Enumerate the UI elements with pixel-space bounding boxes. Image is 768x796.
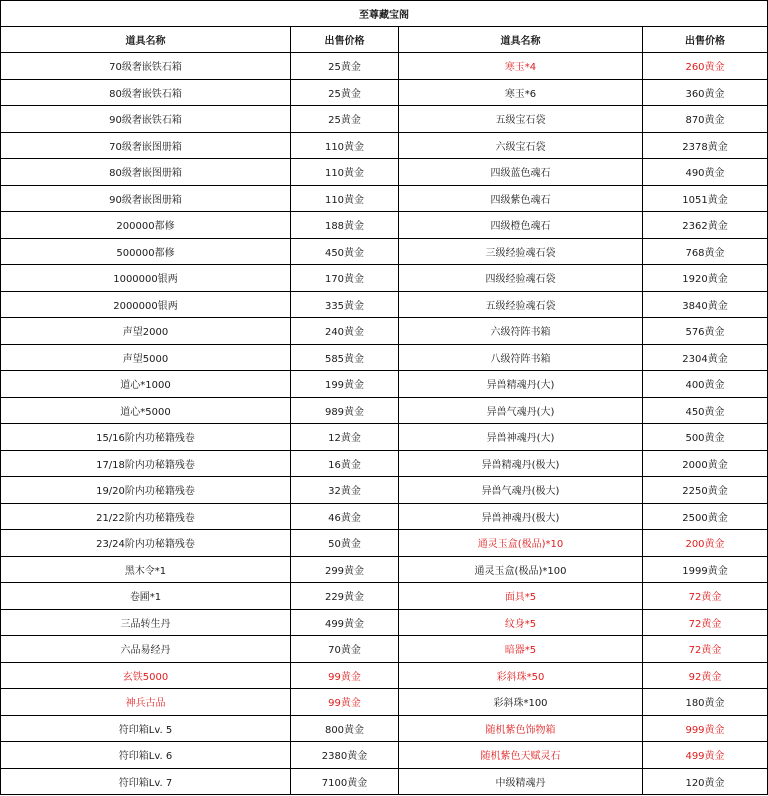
item-name-right: 五级宝石袋 [399,106,643,133]
price-right: 2500黄金 [643,503,768,530]
item-name-right: 通灵玉盒(极品)*10 [399,530,643,557]
item-name-left: 神兵古品 [1,689,291,716]
price-left: 7100黄金 [291,768,399,795]
table-row [1,715,768,742]
price-right: 768黄金 [643,238,768,265]
item-name-right: 异兽神魂丹(极大) [399,503,643,530]
item-name-left: 道心*5000 [1,397,291,424]
item-name-right: 五级经验魂石袋 [399,291,643,318]
price-left: 229黄金 [291,583,399,610]
price-right: 1920黄金 [643,265,768,292]
price-right: 499黄金 [643,742,768,769]
header-price-right: 出售价格 [643,27,768,53]
table-row [1,159,768,186]
header-row [1,27,768,53]
item-name-right: 八级符阵书箱 [399,344,643,371]
table-row [1,212,768,239]
table-row [1,530,768,557]
item-name-left: 1000000银两 [1,265,291,292]
table-row [1,397,768,424]
table-row [1,106,768,133]
item-name-right: 暗器*5 [399,636,643,663]
price-left: 16黄金 [291,450,399,477]
item-name-right: 四级经验魂石袋 [399,265,643,292]
item-name-right: 六级宝石袋 [399,132,643,159]
price-right: 1999黄金 [643,556,768,583]
price-left: 170黄金 [291,265,399,292]
item-name-left: 道心*1000 [1,371,291,398]
header-price-left: 出售价格 [291,27,399,53]
header-item-name-left: 道具名称 [1,27,291,53]
item-name-left: 80级奢嵌图册箱 [1,159,291,186]
price-left: 25黄金 [291,53,399,80]
table-row [1,265,768,292]
price-right: 200黄金 [643,530,768,557]
price-left: 800黄金 [291,715,399,742]
item-name-left: 80级奢嵌铁石箱 [1,79,291,106]
price-left: 199黄金 [291,371,399,398]
price-left: 110黄金 [291,159,399,186]
item-name-left: 70级奢嵌图册箱 [1,132,291,159]
item-name-left: 三品转生丹 [1,609,291,636]
item-name-left: 符印箱Lv. 5 [1,715,291,742]
item-name-left: 六品易经丹 [1,636,291,663]
item-name-right: 寒玉*6 [399,79,643,106]
table-row [1,583,768,610]
item-name-left: 70级奢嵌铁石箱 [1,53,291,80]
item-name-left: 17/18阶内功秘籍残卷 [1,450,291,477]
item-name-left: 90级奢嵌图册箱 [1,185,291,212]
table-row [1,503,768,530]
price-left: 299黄金 [291,556,399,583]
price-left: 12黄金 [291,424,399,451]
item-name-left: 200000都修 [1,212,291,239]
item-name-left: 90级奢嵌铁石箱 [1,106,291,133]
item-name-right: 三级经验魂石袋 [399,238,643,265]
item-name-left: 23/24阶内功秘籍残卷 [1,530,291,557]
price-left: 32黄金 [291,477,399,504]
item-name-right: 彩斜珠*100 [399,689,643,716]
price-left: 450黄金 [291,238,399,265]
item-name-left: 15/16阶内功秘籍残卷 [1,424,291,451]
item-name-right: 四级紫色魂石 [399,185,643,212]
price-right: 2000黄金 [643,450,768,477]
price-right: 490黄金 [643,159,768,186]
table-row [1,689,768,716]
price-left: 99黄金 [291,689,399,716]
price-right: 500黄金 [643,424,768,451]
price-left: 70黄金 [291,636,399,663]
table-row [1,662,768,689]
price-left: 2380黄金 [291,742,399,769]
item-name-right: 六级符阵书箱 [399,318,643,345]
item-name-right: 面具*5 [399,583,643,610]
item-name-right: 异兽气魂丹(极大) [399,477,643,504]
table-row [1,742,768,769]
price-right: 2304黄金 [643,344,768,371]
item-name-right: 随机紫色饰物箱 [399,715,643,742]
table-row [1,556,768,583]
price-right: 3840黄金 [643,291,768,318]
table-row [1,424,768,451]
price-right: 120黄金 [643,768,768,795]
item-name-left: 符印箱Lv. 6 [1,742,291,769]
price-left: 110黄金 [291,132,399,159]
price-right: 360黄金 [643,79,768,106]
price-right: 2362黄金 [643,212,768,239]
price-right: 870黄金 [643,106,768,133]
price-left: 188黄金 [291,212,399,239]
item-name-right: 彩斜珠*50 [399,662,643,689]
price-left: 499黄金 [291,609,399,636]
item-name-left: 黑木令*1 [1,556,291,583]
table-row [1,371,768,398]
price-left: 585黄金 [291,344,399,371]
item-name-left: 500000都修 [1,238,291,265]
item-name-left: 2000000银两 [1,291,291,318]
item-name-right: 通灵玉盒(极品)*100 [399,556,643,583]
price-left: 46黄金 [291,503,399,530]
item-name-left: 卷圃*1 [1,583,291,610]
item-name-right: 随机紫色天赋灵石 [399,742,643,769]
table-row [1,609,768,636]
price-left: 110黄金 [291,185,399,212]
title-row [1,1,768,27]
header-item-name-right: 道具名称 [399,27,643,53]
price-right: 180黄金 [643,689,768,716]
table-row [1,636,768,663]
item-name-left: 21/22阶内功秘籍残卷 [1,503,291,530]
item-name-right: 异兽精魂丹(大) [399,371,643,398]
table-row [1,318,768,345]
price-right: 400黄金 [643,371,768,398]
item-name-right: 四级蓝色魂石 [399,159,643,186]
price-right: 72黄金 [643,609,768,636]
price-right: 72黄金 [643,636,768,663]
table-row [1,477,768,504]
item-name-right: 纹身*5 [399,609,643,636]
price-right: 260黄金 [643,53,768,80]
table-row [1,185,768,212]
item-name-left: 符印箱Lv. 7 [1,768,291,795]
table-row [1,79,768,106]
price-left: 50黄金 [291,530,399,557]
price-right: 1051黄金 [643,185,768,212]
table-row [1,238,768,265]
price-left: 25黄金 [291,79,399,106]
item-name-left: 19/20阶内功秘籍残卷 [1,477,291,504]
price-right: 450黄金 [643,397,768,424]
table-row [1,450,768,477]
price-right: 2378黄金 [643,132,768,159]
price-left: 335黄金 [291,291,399,318]
item-name-left: 玄铁5000 [1,662,291,689]
item-name-right: 四级橙色魂石 [399,212,643,239]
table-row [1,53,768,80]
item-name-right: 异兽气魂丹(大) [399,397,643,424]
price-left: 99黄金 [291,662,399,689]
table-row [1,344,768,371]
item-name-left: 声望2000 [1,318,291,345]
price-left: 989黄金 [291,397,399,424]
price-left: 240黄金 [291,318,399,345]
table-row [1,291,768,318]
price-right: 92黄金 [643,662,768,689]
item-name-right: 异兽神魂丹(大) [399,424,643,451]
table-title: 至尊藏宝阁 [1,1,768,27]
price-right: 2250黄金 [643,477,768,504]
table-row [1,132,768,159]
item-name-right: 中级精魂丹 [399,768,643,795]
price-right: 72黄金 [643,583,768,610]
item-name-right: 寒玉*4 [399,53,643,80]
item-name-right: 异兽精魂丹(极大) [399,450,643,477]
item-name-left: 声望5000 [1,344,291,371]
table-row [1,768,768,795]
price-left: 25黄金 [291,106,399,133]
price-right: 576黄金 [643,318,768,345]
price-right: 999黄金 [643,715,768,742]
